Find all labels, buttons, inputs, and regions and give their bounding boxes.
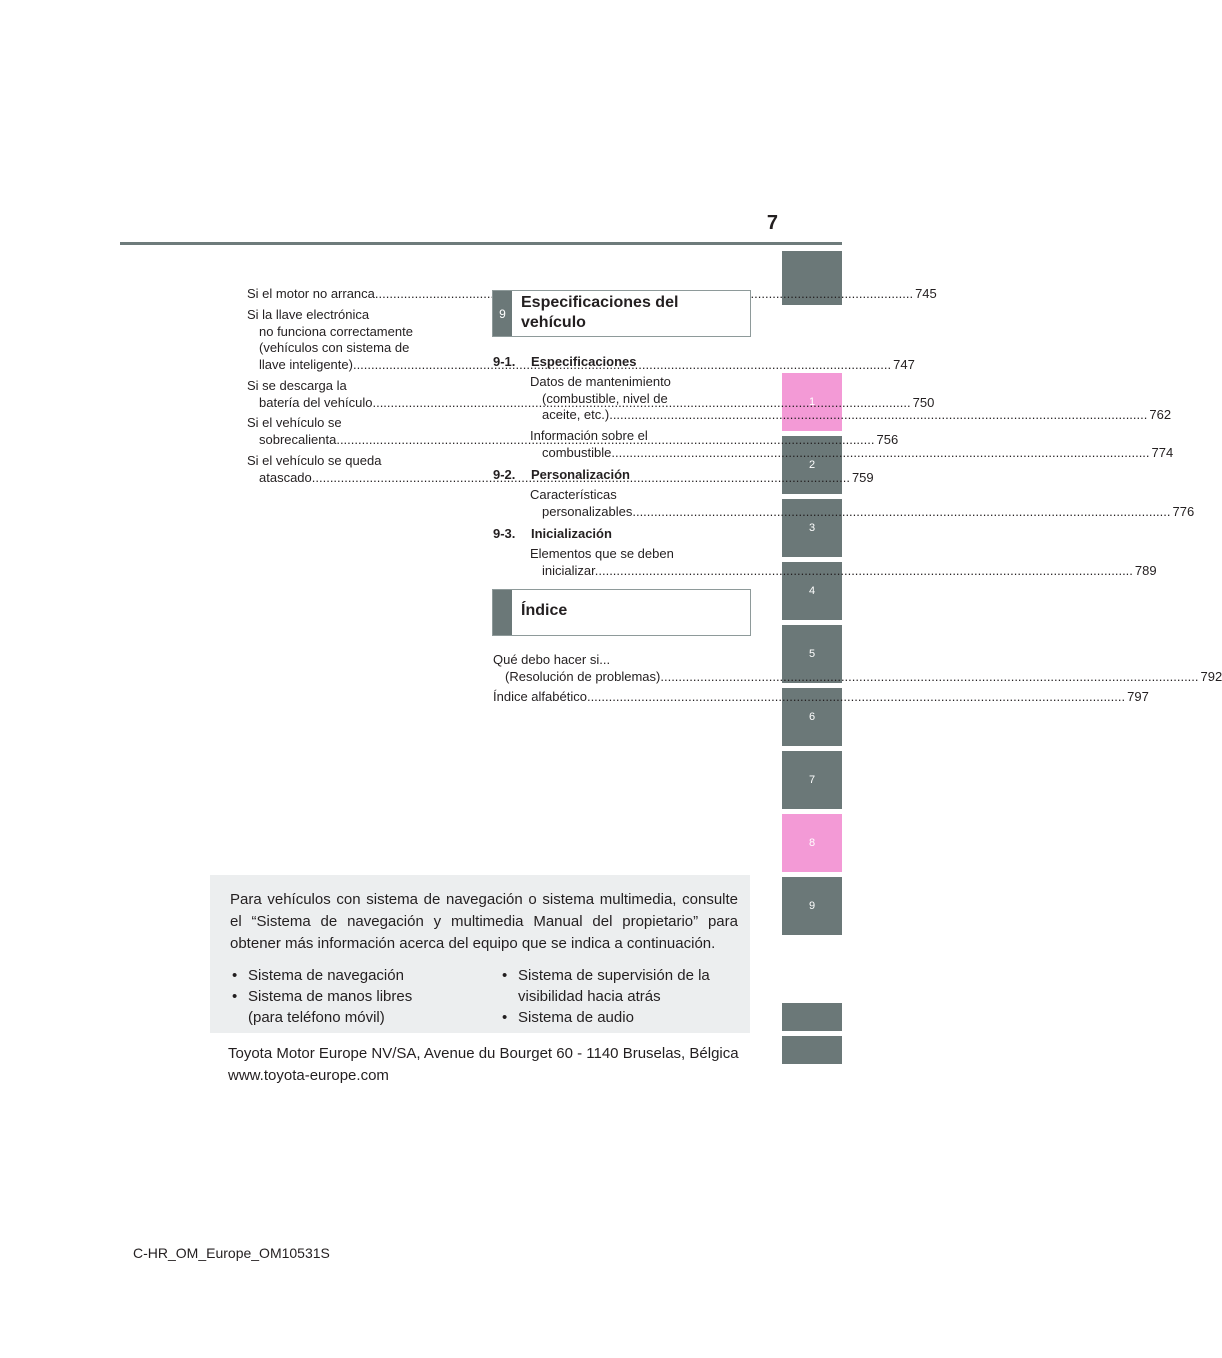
side-tab-blank-bottom-1[interactable] — [782, 1003, 842, 1031]
bullet-continuation: visibilidad hacia atrás — [518, 988, 661, 1005]
bullet-continuation: (para teléfono móvil) — [248, 1009, 385, 1026]
company-address: Toyota Motor Europe NV/SA, Avenue du Bourget 60 - 1140 Bruselas, Bélgica — [228, 1045, 739, 1062]
footer-address-block — [228, 1043, 739, 1087]
toc-entry-indice-alfabetico[interactable]: Índice alfabético..... 797 — [493, 689, 740, 706]
bullet-item: • Sistema de manos libres — [232, 988, 413, 1005]
index-section-marker — [493, 590, 512, 635]
page-number: 7 — [766, 212, 778, 234]
toc-entry-informacion-combustible[interactable]: Información sobre el combustible..... 774 — [530, 428, 740, 461]
bullet-item: • Sistema de supervisión de la — [502, 967, 710, 984]
toc-entry-llave-electronica[interactable]: Si la llave electrónica no funciona correctamente (vehículos con sistema de llave inteligente)..... 747 — [247, 307, 459, 373]
side-tab-3[interactable]: 3 — [782, 499, 842, 557]
toc-entry-motor-no-arranca[interactable]: Si el motor no arranca..... 745 — [247, 286, 459, 303]
side-tab-6[interactable]: 6 — [782, 688, 842, 746]
subsection-9-2-heading[interactable]: 9-2. Personalización — [493, 467, 630, 482]
bullet-item: • Sistema de navegación — [232, 967, 404, 984]
toc-entry-atascado[interactable]: Si el vehículo se queda atascado..... 759 — [247, 453, 459, 486]
bullet-item: • Sistema de audio — [502, 1009, 634, 1026]
side-tab-1[interactable]: 1 — [782, 373, 842, 431]
section-9-header — [492, 290, 751, 337]
side-tab-9[interactable]: 9 — [782, 877, 842, 935]
subsection-9-1-heading[interactable]: 9-1. Especificaciones — [493, 354, 637, 369]
toc-entry-bateria[interactable]: Si se descarga la batería del vehículo..... 750 — [247, 378, 459, 411]
note-bullets-left — [232, 965, 492, 1028]
toc-entry-caracteristicas[interactable]: Características personalizables..... 776 — [530, 487, 740, 520]
side-tab-4[interactable]: 4 — [782, 562, 842, 620]
section-title-line1: Especificaciones del — [521, 294, 679, 311]
side-tab-2[interactable]: 2 — [782, 436, 842, 494]
note-text: Para vehículos con sistema de navegación o sistema multimedia, consulte el “Sistema de navegación y multimedia Manual del propietario” para obtener más información acerca del equipo que se indica a continuación. — [230, 891, 738, 952]
section-number: 9 — [493, 291, 512, 336]
side-tab-7[interactable]: 7 — [782, 751, 842, 809]
side-tab-5[interactable]: 5 — [782, 625, 842, 683]
document-id: C-HR_OM_Europe_OM10531S — [133, 1245, 330, 1261]
index-section-title: Índice — [521, 602, 568, 619]
side-tab-blank-bottom-2[interactable] — [782, 1036, 842, 1064]
info-note-box — [210, 875, 750, 1033]
subsection-9-3-heading[interactable]: 9-3. Inicialización — [493, 526, 612, 541]
toc-entry-sobrecalienta[interactable]: Si el vehículo se sobrecalienta..... 756 — [247, 415, 459, 448]
section-title-line2: vehículo — [521, 314, 586, 331]
toc-entry-elementos-inicializar[interactable]: Elementos que se deben inicializar..... 789 — [530, 546, 740, 579]
toc-entry-datos-mantenimiento[interactable]: Datos de mantenimiento (combustible, nivel de aceite, etc.)..... 762 — [530, 374, 740, 424]
header-rule — [120, 242, 842, 245]
note-bullets-right — [502, 965, 738, 1028]
company-website[interactable]: www.toyota-europe.com — [228, 1067, 389, 1084]
side-tab-8[interactable]: 8 — [782, 814, 842, 872]
toc-entry-que-debo-hacer[interactable]: Qué debo hacer si... (Resolución de problemas)..... 792 — [493, 652, 740, 685]
index-section-header — [492, 589, 751, 636]
